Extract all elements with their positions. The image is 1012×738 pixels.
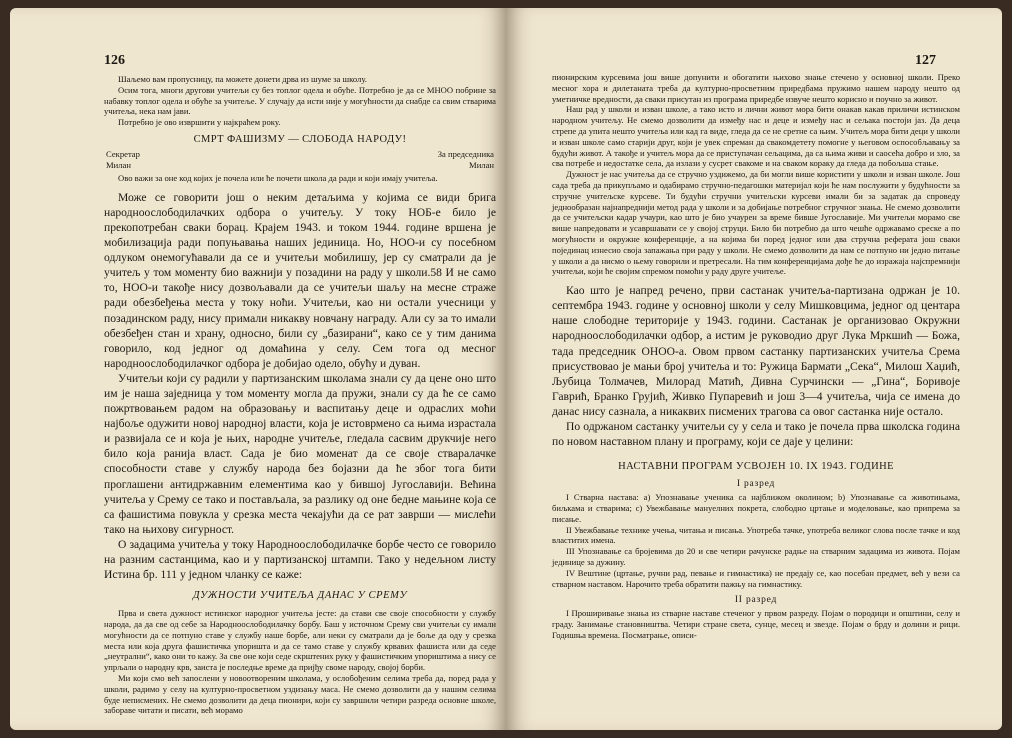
left-page xyxy=(10,8,506,730)
intro-paragraph: Шаљемо вам пропусницу, па можете донети дрва из шуме за школу. xyxy=(118,74,367,84)
program-item: I Стварна настава: а) Упознавање ученика са најближом околином; b) Упознавање са животињама, биљкама и стварима; c) Увежбавање мануелних покрета, слободно цртање и моделовање, као припрема за писање. xyxy=(552,492,960,524)
quote-paragraph: пионирским курсевима још више допунити и обогатити њихово знање стечено у основној школи. Преко месног хора и дилетаната треба да културно-просветним приредбама пружимо нашем народу нешто од уметничке вредности, да сваки присутан из програма приредбе извуче нешто корисно и поучно за живот. xyxy=(552,72,960,104)
section-title: ДУЖНОСТИ УЧИТЕЉА ДАНАС У СРЕМУ xyxy=(192,590,408,602)
left-column xyxy=(104,74,496,716)
intro-paragraph: Потребно је ово извршити у најкраћем року. xyxy=(118,117,281,128)
signature-right-name: Милан xyxy=(469,159,494,170)
grade-heading: I разред xyxy=(736,479,776,490)
body-paragraph: Може се говорити још о неким детаљима у којима се види брига народноослободилачких одбора о учитељу. У току НОБ-е било је прекопотребан сваки борац. Крајем 1943. и током 1944. године вршена је мобилизација ради попуњавања наших јединица. Но, НОО-и су посебном одлуком онемогућавали да се и учитељи мобилишу, јер су сматрали да је учитељ у том моменту био важнији у позадини на раду у школи.58 И не само то, НОО-и такође нису дозвољавали да се учитељи шаљу на месне страже ради обезбеђења места у току ноћи. Учитељи, као ни остали учесници у позадинском раду, нису примали никакву новчану награду. Али су за то имали обезбеђен стан и храну, односно, били су „базирани“, како се у тим данима говорило, код једног од домаћина у селу. Сем тога од месног народноослободилачког одбора је добијао одело, обућу и дуван. xyxy=(104,190,496,370)
intro-paragraph: Осим тога, многи другови учитељи су без топлог одела и обуће. Потребно је да се МНОО побрине за набавку топлог одела и обуће за учитеље. У случају да исти није у могућности да снабде са свим стварима учитеља, нека нам јави. xyxy=(104,84,496,117)
signature-left-name: Милан xyxy=(106,159,131,170)
program-item: IV Вештине (цртање, ручни рад, певање и гимнастика) не предају се, као посебан предмет, већ у вези са стварном наставом. Нарочито треба обратити пажњу на гимнастику. xyxy=(552,567,960,589)
signature-left-role: Секретар xyxy=(106,148,140,159)
grade-heading: II разред xyxy=(734,595,778,606)
body-paragraph: О задацима учитеља у току Народноослободилачке борбе често се говорило на разним састанцима, као и у партизанској штампи. Тако у недељном листу Истина бр. 111 у једном чланку се каже: xyxy=(104,537,496,582)
signature-right-role: За председника xyxy=(437,148,494,159)
body-paragraph: Као што је напред речено, први састанак учитеља-партизана одржан је 10. септембра 1943. године у основној школи у селу Мишковцима, једног од центара наше слободне територије у 1943. години. Састанак је организовао Окружни народноослободилачки одбор, а истим је руководио друг Лука Мркшић — Божа, тада председник ОНОО-а. Овом првом састанку партизанских учитеља Срема присуствовао је мањи број учитеља и то: Ружица Бармати „Сека“, Милош Хаџић, Љубица Толмачев, Милорад Матић, Дивна Сурчински — „Гина“, Боривоје Гаврић, Бранко Грујић, Живко Пупаревић и још 3—4 учитеља, чија се имена до данас нису сазнала, а никаквих писмених трагова са овог састанка није остало. xyxy=(552,284,960,418)
note-paragraph: Ово важи за оне код којих је почела или ће почети школа да ради и који имају учитеља. xyxy=(118,172,438,183)
body-paragraph: По одржаном састанку учитељи су у села и тако је почела прва школска година по новом наставном плану и програму, који се даје у целини: xyxy=(552,419,960,449)
signature-names xyxy=(104,160,496,171)
quote-paragraph: Прва и света дужност истинског народног учитеља јесте: да стави све своје способности у службу народа, да да све од себе за Народноослободилачку борбу. Баш у источном Срему сви учитељи су имали могућности да се потпуно ставе у службу наше борбе, али неки су сматрали да је боље да оду у срезка места или која друга фашистичка упоришта и да се тамо ставе у службу крвавих фашиста или да седе „неутрални“, како они то кажу. За све оне који седе скрштених руку у фашистичким упориштима а нису се упрљали о народну крв, заиста је последње време да пријђу своме народу, својој борби. xyxy=(104,608,496,673)
slogan: СМРТ ФАШИЗМУ — СЛОБОДА НАРОДУ! xyxy=(193,133,407,145)
body-paragraph: Учитељи који су радили у партизанским школама знали су да цене оно што им је наша заједница у том моменту могла да пружи, знали су да ће се само пожртвовањем радом на образовању и васпитању деце и одраслих моћи најбоље одужити новој народној власти, која је истоврмено са њима израстала и развијала се и која је њих, народне учитеље, гледала сасвим друкчије него било која ранија власт. Сада је био моменат да се своје стваралачке способности ставе у службу народа без бојазни да ће због тога бити проглашени антидржавним елементима као у бившој Југославији. Већина учитеља у Срему се тако и постављала, за разлику од оне бедне мањине која се са фашистима повукла у срезка места чекајући да се рат заврши — мислећи тако на њихову сигурност. xyxy=(104,371,496,536)
quote-paragraph: Наш рад у школи и изван школе, а тако исто и лични живот мора бити онакав какав приличи истинском народном учитељу. Не смемо дозволити да између нас и деце и између нас и сељака постоји јаз. Да деца стрепе да упита нешто учитеља или кад га виде, гледа да се не сретне са њим. Учитељ мора бити деци у школи и изван школе само старији друг, који је увек спреман да свакомдетету помогне у његовом оспособљавању за будући живот. А такође и учитељ мора да се приступачан сељацима, да са њима живи и саосећа добро и зло, за сва потребе и недостатке села, да излази у сусрет свакоме и на сваком кораку да гледа да побољша стање. xyxy=(552,104,960,169)
page-number-left: 126 xyxy=(104,53,125,68)
quote-paragraph: Ми који смо већ запослени у новоотвореним школама, у ослобођеним селима треба да, поред рада у школи, радимо у селу на културно-просветном уздизању маса. Не смемо дозволити да у нашим селима буде неписмених. Не смемо дозволити да деца пионири, који су завршили четири разреда основне школе, забораве читати и писати, већ морамо xyxy=(104,673,496,716)
program-title: НАСТАВНИ ПРОГРАМ УСВОЈЕН 10. IX 1943. ГОДИНЕ xyxy=(618,461,894,473)
program-item: I Проширивање знања из стварне наставе стеченог у првом разреду. Појам о породици и општини, селу и граду. Занимање становништва. Четири стране света, сунце, месец и звезде. Појам о брду и долини и рици. Годишња времена. Посматрање, описи- xyxy=(552,608,960,640)
page-number-right: 127 xyxy=(915,53,936,68)
signature-roles xyxy=(104,149,496,160)
program-item: III Упознавање са бројевима до 20 и све четири рачунске радње на стварним задацима из живота. Појам јединице за дужину. xyxy=(552,546,960,567)
quote-paragraph: Дужност је нас учитеља да се стручно уздижемо, да би могли више користити у школи и изван школе. Још сада треба да прикупљамо и одабирамо стручно-педагошки материјал који ће нам послужити у будућности за стручне учитељске курсеве. Ти будући стручни учитељски курсеви имали би за задатак да спроведу једнообразан најнапреднији метод рада у школи и за добијање потребног стручног знања. Не смемо дозволити да се учитељски кадар учаури, као што је био учаурен за време бивше Југославије. Ми учитељи морамо све више напредовати и усавршавати се у својој струци. Било би потребно да што чешће одржавамо среске а по могућности и окружне конференције, а на којима би поред једног или два стручна реферата још сваки појединац изнесио своја запажања при раду у школи. Не смемо дозволити да нам се потпуно ни једно питање у школи а да нисмо о њему говорили и претресали. На тим конференцијама дође ће до изражаја најспремнији учитељи, који ће својим спремом помоћи у раду друге учитеље. xyxy=(552,169,960,277)
program-item: II Увежбавање технике учења, читања и писања. Употреба тачке, употреба великог слова после тачке и код властитих имена. xyxy=(552,524,960,546)
right-column xyxy=(552,72,960,641)
right-page xyxy=(506,8,1002,730)
